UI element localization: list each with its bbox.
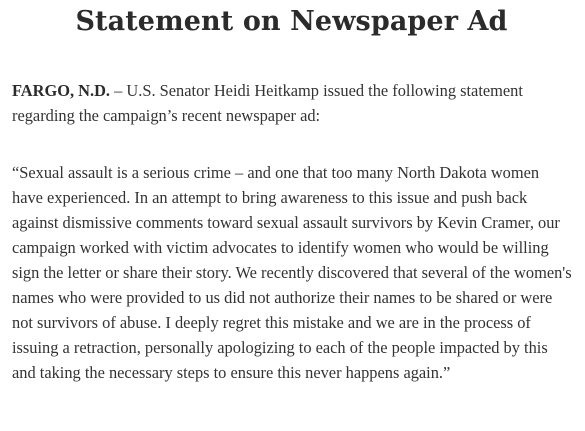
lead-paragraph [12,78,573,128]
page-title: Statement on Newspaper Ad [75,6,508,37]
statement-quote: “Sexual assault is a serious crime – and one that too many North Dakota women have experienced. In an attempt to bring awareness to this issue and push back against dismissive comments toward sexual assault survivors by Kevin Cramer, our campaign worked with victim advocates to identify women who would be willing sign the letter or share their story. We recently discovered that several of the women's names who were provided to us did not authorize their names to be shared or were not survivors of abuse. I deeply regret this mistake and we are in the process of issuing a retraction, personally apologizing to each of the people impacted by this and taking the necessary steps to ensure this never happens again.” [12,163,572,382]
lead-text: – U.S. Senator Heidi Heitkamp issued the following statement regarding the campaign’s recent newspaper ad: [12,81,523,125]
dateline: FARGO, N.D. [12,81,111,100]
